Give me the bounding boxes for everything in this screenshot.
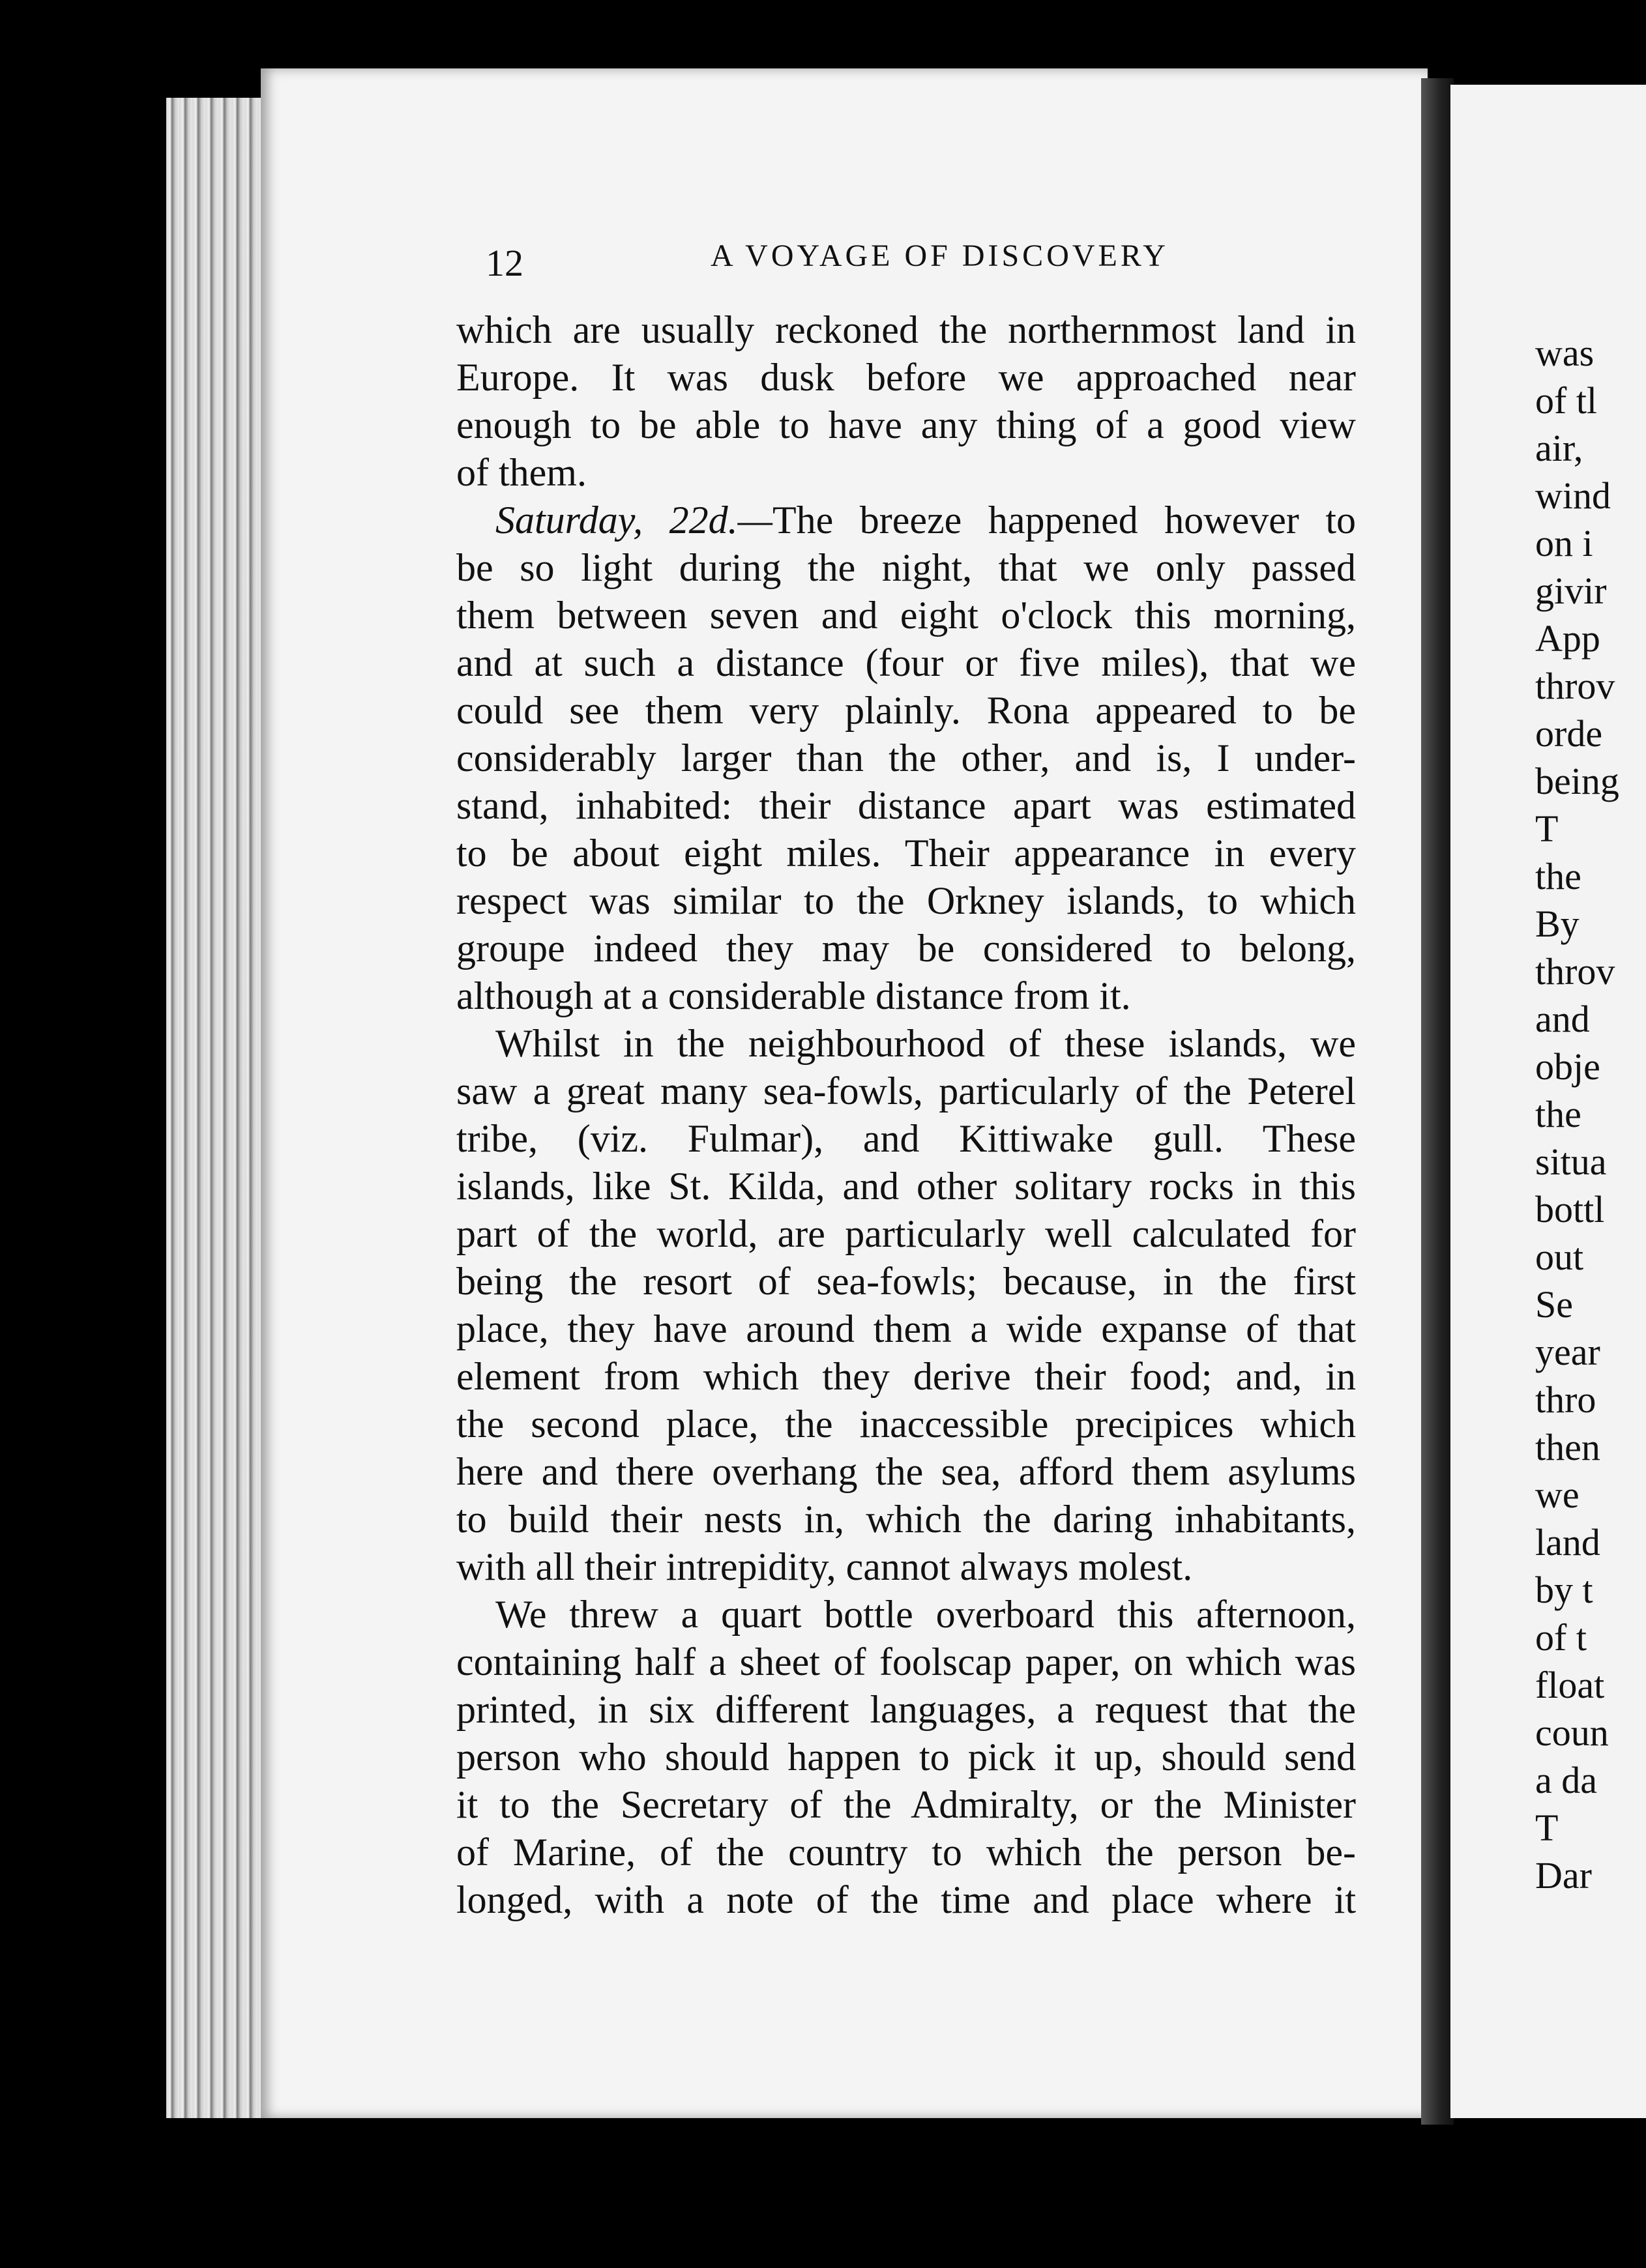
- text-line: [456, 497, 1356, 544]
- text-line: considerably larger than the other, and is, I under-: [456, 736, 1356, 779]
- text-line: part of the world, are particularly well calculated for: [456, 1212, 1356, 1255]
- facing-line: a da: [1535, 1759, 1597, 1801]
- text-line: islands, like St. Kilda, and other solitary rocks in this: [456, 1165, 1356, 1208]
- facing-line: Dar: [1535, 1854, 1592, 1897]
- facing-line: by t: [1535, 1569, 1593, 1611]
- text-line: saw a great many sea-fowls, particularly of the Peterel: [456, 1069, 1356, 1112]
- text-line: could see them very plainly. Rona appeared to be: [456, 689, 1356, 732]
- facing-line: on i: [1535, 522, 1593, 564]
- text-line: which are usually reckoned the northernmost land in: [456, 308, 1356, 351]
- facing-line: and: [1535, 998, 1590, 1040]
- text-line: person who should happen to pick it up, should send: [456, 1736, 1356, 1779]
- facing-line: the: [1535, 855, 1581, 897]
- text-line: Europe. It was dusk before we approached near: [456, 356, 1356, 399]
- text-line: although at a considerable distance from it.: [456, 974, 1131, 1017]
- text-line: element from which they derive their food; and, in: [456, 1355, 1356, 1398]
- facing-line: T: [1535, 1807, 1559, 1849]
- text-line: them between seven and eight o'clock this morning,: [456, 594, 1356, 637]
- text-line: of Marine, of the country to which the person be-: [456, 1831, 1356, 1874]
- facing-line: App: [1535, 617, 1600, 660]
- facing-line: then: [1535, 1426, 1600, 1468]
- text-line: with all their intrepidity, cannot always molest.: [456, 1545, 1193, 1588]
- text-line: printed, in six different languages, a request that the: [456, 1688, 1356, 1731]
- text-line: be so light during the night, that we only passed: [456, 546, 1356, 589]
- page-header: [486, 231, 1359, 290]
- facing-line: throv: [1535, 665, 1615, 707]
- facing-line: was: [1535, 332, 1595, 374]
- text-line: the second place, the inaccessible precipices which: [456, 1403, 1356, 1446]
- facing-line: orde: [1535, 712, 1603, 755]
- text-line: longed, with a note of the time and place where it: [456, 1878, 1356, 1921]
- text-line: stand, inhabited: their distance apart was estimated: [456, 784, 1356, 827]
- facing-line: of t: [1535, 1616, 1587, 1659]
- facing-line: obje: [1535, 1045, 1600, 1088]
- text-line: enough to be able to have any thing of a good view: [456, 403, 1356, 446]
- text-line: it to the Secretary of the Admiralty, or the Minister: [456, 1783, 1356, 1826]
- text-line: of them.: [456, 451, 587, 494]
- facing-line: land: [1535, 1521, 1600, 1563]
- facing-line: bottl: [1535, 1188, 1605, 1230]
- facing-line: throv: [1535, 950, 1615, 993]
- text-line: containing half a sheet of foolscap paper, on which was: [456, 1640, 1356, 1683]
- facing-line: coun: [1535, 1711, 1609, 1754]
- book-page-edges: [166, 98, 271, 2118]
- text-line: to build their nests in, which the daring inhabitants,: [456, 1498, 1356, 1541]
- facing-line: Se: [1535, 1283, 1573, 1326]
- text-line: to be about eight miles. Their appearance in every: [456, 832, 1356, 875]
- facing-line: T: [1535, 807, 1559, 850]
- facing-line: being: [1535, 760, 1619, 802]
- text-line: We threw a quart bottle overboard this afternoon,: [495, 1593, 1356, 1636]
- running-title: A VOYAGE OF DISCOVERY: [711, 239, 1169, 273]
- body-text: [456, 306, 1356, 1924]
- facing-line: float: [1535, 1664, 1605, 1706]
- facing-line: we: [1535, 1474, 1580, 1516]
- date-label: Saturday, 22d.—: [495, 499, 772, 542]
- text-line: place, they have around them a wide expanse of that: [456, 1307, 1356, 1350]
- text-line: tribe, (viz. Fulmar), and Kittiwake gull. These: [456, 1117, 1356, 1160]
- facing-line: of tl: [1535, 379, 1598, 422]
- text-line: being the resort of sea-fowls; because, in the first: [456, 1260, 1356, 1303]
- facing-line: wind: [1535, 474, 1611, 517]
- text-line: respect was similar to the Orkney islands, to which: [456, 879, 1356, 922]
- facing-line: givir: [1535, 570, 1607, 612]
- page-number: 12: [486, 242, 523, 284]
- facing-page-text: [1535, 329, 1639, 1899]
- text-line: groupe indeed they may be considered to belong,: [456, 927, 1356, 970]
- facing-line: situa: [1535, 1141, 1607, 1183]
- facing-line: out: [1535, 1236, 1584, 1278]
- facing-line: air,: [1535, 427, 1583, 469]
- facing-line: the: [1535, 1093, 1581, 1135]
- text-line: here and there overhang the sea, afford them asylums: [456, 1450, 1356, 1493]
- text-line: and at such a distance (four or five miles), that we: [456, 641, 1356, 684]
- text-line: Whilst in the neighbourhood of these islands, we: [495, 1022, 1356, 1065]
- facing-line: By: [1535, 903, 1580, 945]
- facing-line: thro: [1535, 1378, 1596, 1421]
- facing-line: year: [1535, 1331, 1600, 1373]
- text-line-rest: The breeze happened however to: [772, 499, 1357, 542]
- book-gutter: [1421, 78, 1454, 2125]
